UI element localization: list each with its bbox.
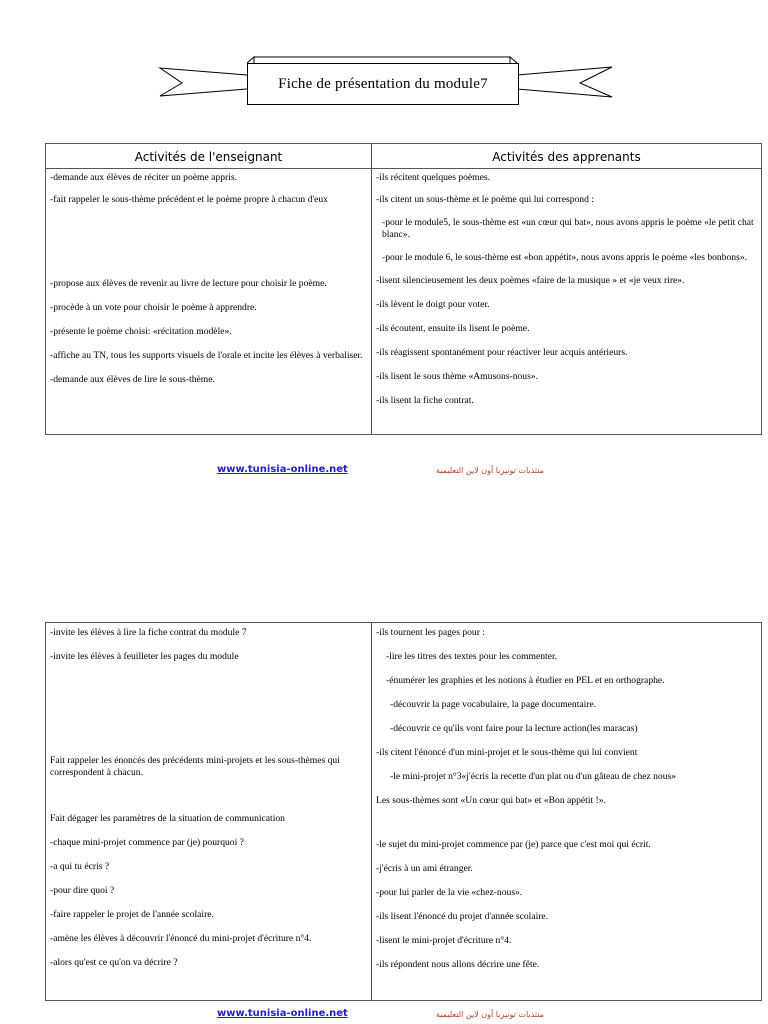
learner-activity: -ils lisent le sous thème «Amusons-nous». [376,371,539,382]
teacher-activity: -demande aux élèves de lire le sous-thème. [50,374,215,385]
learner-activity: -j'écris à un ami étranger. [376,863,473,874]
teacher-activity: -propose aux élèves de revenir au livre de lecture pour choisir le poème. [50,278,327,289]
learner-activity: -le mini-projet n°3«j'écris la recette d'un plat ou d'un gâteau de chez nous» [390,771,677,782]
learner-activity: -ils citent l'énoncé d'un mini-projet et le sous-thème qui lui convient [376,747,638,758]
teacher-activities-cell [46,169,372,435]
page-title: Fiche de présentation du module7 [247,63,519,105]
learner-activity: -ils écoutent, ensuite ils lisent le poème. [376,323,530,334]
learner-activity: -lisent silencieusement les deux poèmes «faire de la musique » et «je veux rire». [376,275,685,286]
teacher-activity: -amène les élèves à découvrir l'énoncé du mini-projet d'écriture n°4. [50,933,312,944]
website-link[interactable]: www.tunisia-online.net [217,1008,348,1019]
teacher-activity: Fait rappeler les énoncés des précédents mini-projets et les sous-thèmes qui correspondent à chacun. [50,755,340,778]
learner-activity: -ils lèvent le doigt pour voter. [376,299,490,310]
teacher-activity: -pour dire quoi ? [50,885,115,896]
learner-activity: Les sous-thèmes sont «Un cœur qui bat» et «Bon appétit !». [376,795,606,806]
learner-activity: -ils récitent quelques poèmes. [376,172,491,183]
learner-activity: -lire les titres des textes pour les commenter. [386,651,558,662]
teacher-activity: -présente le poème choisi: «récitation modèle». [50,326,232,337]
learner-activity: -ils lisent l'énoncé du projet d'année scolaire. [376,911,549,922]
learner-activity: -lisent le mini-projet d'écriture n°4. [376,935,512,946]
learner-activity: -ils répondent nous allons décrire une fête. [376,959,540,970]
teacher-activity: -affiche au TN, tous les supports visuels de l'orale et incite les élèves à verbaliser. [50,350,363,361]
teacher-activities-cell [46,623,372,1001]
teacher-activity: -a qui tu écris ? [50,861,110,872]
learner-activities-cell [372,169,762,435]
arabic-forum-name: منتديات تونيزيا أون لاين التعليمية [436,466,544,475]
teacher-activity: -chaque mini-projet commence par (je) pourquoi ? [50,837,244,848]
activities-table-1 [45,143,762,435]
website-link[interactable]: www.tunisia-online.net [217,464,348,475]
learner-activity: -pour lui parler de la vie «chez-nous». [376,887,523,898]
teacher-activity: -invite les élèves à feuilleter les pages du module [50,651,239,662]
teacher-activity: Fait dégager les paramètres de la situation de communication [50,813,285,824]
column-header-learners: Activités des apprenants [372,144,762,169]
teacher-activity: -fait rappeler le sous-thème précédent et le poème propre à chacun d'eux [50,194,328,205]
learner-activity: -ils citent un sous-thème et le poème qui lui correspond : [376,194,594,205]
column-header-teacher: Activités de l'enseignant [46,144,372,169]
teacher-activity: -demande aux élèves de réciter un poème appris. [50,172,237,183]
learner-activity: -énumérer les graphies et les notions à étudier en PEL et en orthographe. [386,675,665,686]
title-banner [150,55,615,115]
teacher-activity: -faire rappeler le projet de l'année scolaire. [50,909,214,920]
activities-table-2 [45,622,762,1001]
learner-activity: -découvrir ce qu'ils vont faire pour la lecture action(les maracas) [390,723,638,734]
arabic-forum-name: منتديات تونيزيا أون لاين التعليمية [436,1010,544,1019]
learner-activity: -pour le module 6, le sous-thème est «bon appétit», nous avons appris le poème «les bonbons». [382,252,748,263]
learner-activity: -découvrir la page vocabulaire, la page documentaire. [390,699,597,710]
learner-activity: -le sujet du mini-projet commence par (je) parce que c'est moi qui écrit. [376,839,651,850]
teacher-activity: -procède à un vote pour choisir le poème à apprendre. [50,302,257,313]
teacher-activity: -invite les élèves à lire la fiche contrat du module 7 [50,627,247,638]
learner-activity: -ils lisent la fiche contrat. [376,395,474,406]
learner-activities-cell [372,623,762,1001]
learner-activity: -ils réagissent spontanément pour réactiver leur acquis antérieurs. [376,347,628,358]
learner-activity: -pour le module5, le sous-thème est «un cœur qui bat», nous avons appris le poème «le petit chat blanc». [382,217,754,240]
teacher-activity: -alors qu'est ce qu'on va décrire ? [50,957,178,968]
learner-activity: -ils tournent les pages pour : [376,627,485,638]
